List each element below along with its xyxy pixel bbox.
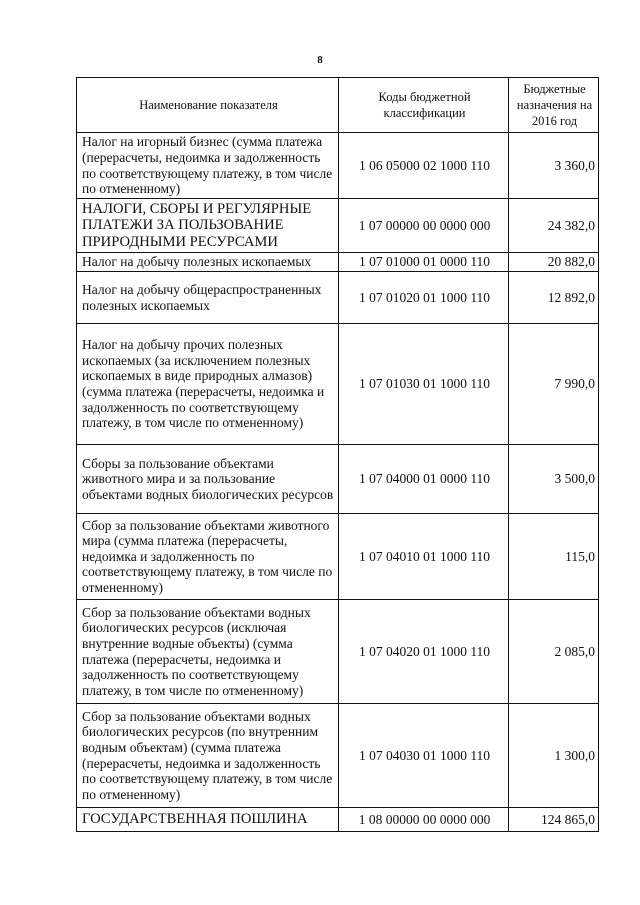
row-value: 24 382,0 xyxy=(509,199,599,253)
table-row xyxy=(77,133,599,199)
row-name: Налог на добычу общераспространенных полезных ископаемых xyxy=(77,272,339,324)
row-code: 1 07 01030 01 1000 110 xyxy=(339,324,509,445)
row-value: 12 892,0 xyxy=(509,272,599,324)
header-code: Коды бюджетной классификации xyxy=(339,78,509,133)
table-row xyxy=(77,272,599,324)
row-code: 1 08 00000 00 0000 000 xyxy=(339,808,509,832)
header-value: Бюджетные назначения на 2016 год xyxy=(509,78,599,133)
table-row xyxy=(77,253,599,272)
row-code: 1 07 00000 00 0000 000 xyxy=(339,199,509,253)
row-code: 1 07 01020 01 1000 110 xyxy=(339,272,509,324)
budget-table xyxy=(76,77,599,832)
row-name: Сбор за пользование объектами животного мира (сумма платежа (перерасчеты, недоимка и задолженность по соответствующему платежу, в том числе по отмененному) xyxy=(77,514,339,600)
row-code: 1 06 05000 02 1000 110 xyxy=(339,133,509,199)
page-number: 8 xyxy=(317,54,323,66)
table-row xyxy=(77,445,599,514)
row-name: Сборы за пользование объектами животного мира и за пользование объектами водных биологических ресурсов xyxy=(77,445,339,514)
row-value: 7 990,0 xyxy=(509,324,599,445)
row-name: ГОСУДАРСТВЕННАЯ ПОШЛИНА xyxy=(77,808,339,832)
row-code: 1 07 04030 01 1000 110 xyxy=(339,704,509,808)
row-value: 20 882,0 xyxy=(509,253,599,272)
table-row xyxy=(77,600,599,704)
header-name: Наименование показателя xyxy=(77,78,339,133)
table-row xyxy=(77,704,599,808)
header-row xyxy=(77,78,599,133)
table-body xyxy=(77,133,599,832)
table-row xyxy=(77,324,599,445)
row-name: Сбор за пользование объектами водных биологических ресурсов (исключая внутренние водные объекты) (сумма платежа (перерасчеты, недоимка и задолженность по соответствующему платежу, в том числе по отмененному) xyxy=(77,600,339,704)
row-name: Сбор за пользование объектами водных биологических ресурсов (по внутренним водным объектам) (сумма платежа (перерасчеты, недоимка и задолженность по соответствующему платежу, в том числе по отмененному) xyxy=(77,704,339,808)
table-row xyxy=(77,808,599,832)
row-name: Налог на добычу прочих полезных ископаемых (за исключением полезных ископаемых в виде природных алмазов) (сумма платежа (перерасчеты, недоимка и задолженность по соответствующему платежу, в том числе по отмененному) xyxy=(77,324,339,445)
row-name: НАЛОГИ, СБОРЫ И РЕГУЛЯРНЫЕ ПЛАТЕЖИ ЗА ПОЛЬЗОВАНИЕ ПРИРОДНЫМИ РЕСУРСАМИ xyxy=(77,199,339,253)
row-code: 1 07 01000 01 0000 110 xyxy=(339,253,509,272)
row-name: Налог на игорный бизнес (сумма платежа (перерасчеты, недоимка и задолженность по соответствующему платежу, в том числе по отмененному) xyxy=(77,133,339,199)
row-value: 1 300,0 xyxy=(509,704,599,808)
row-value: 124 865,0 xyxy=(509,808,599,832)
table-row xyxy=(77,514,599,600)
row-name: Налог на добычу полезных ископаемых xyxy=(77,253,339,272)
row-code: 1 07 04010 01 1000 110 xyxy=(339,514,509,600)
table-header xyxy=(77,78,599,133)
row-value: 3 500,0 xyxy=(509,445,599,514)
row-value: 115,0 xyxy=(509,514,599,600)
row-value: 3 360,0 xyxy=(509,133,599,199)
row-code: 1 07 04000 01 0000 110 xyxy=(339,445,509,514)
table-row xyxy=(77,199,599,253)
row-code: 1 07 04020 01 1000 110 xyxy=(339,600,509,704)
row-value: 2 085,0 xyxy=(509,600,599,704)
